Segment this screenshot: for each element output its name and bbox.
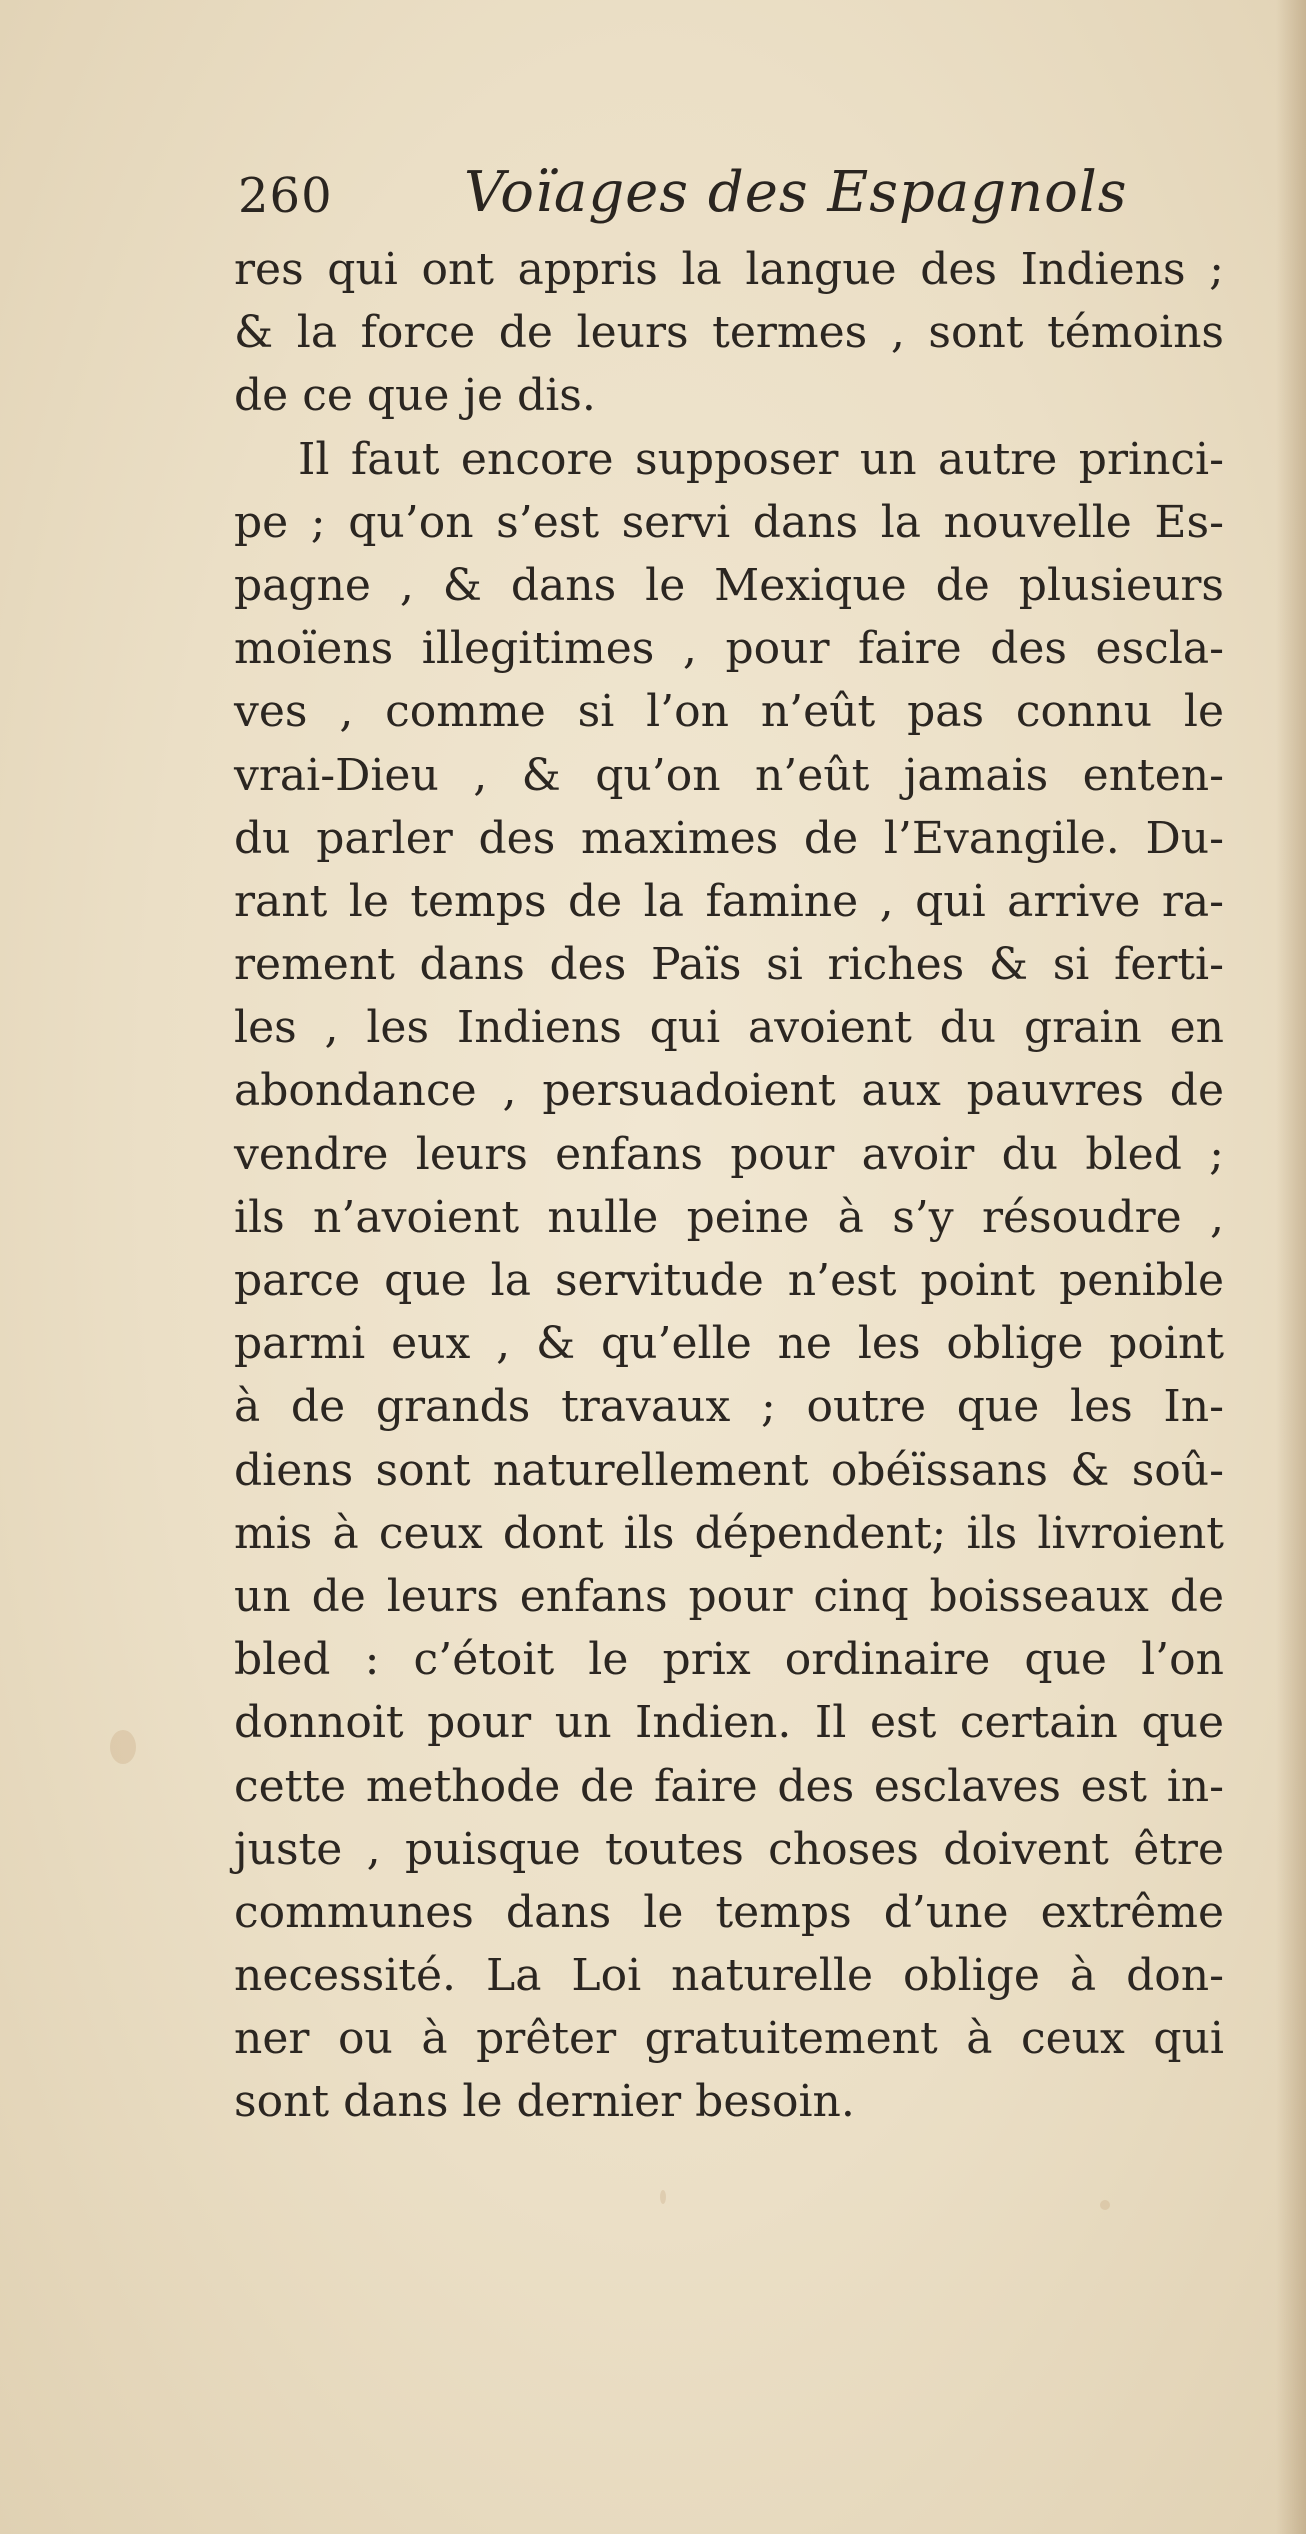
text-line: cette methode de faire des esclaves est in- bbox=[234, 1760, 1224, 1812]
text-line: ves , comme si l’on n’eût pas connu le bbox=[234, 686, 1224, 738]
paper-stain bbox=[110, 1730, 136, 1764]
page-number: 260 bbox=[238, 168, 333, 224]
paper-stain bbox=[1100, 2200, 1110, 2210]
page-edge-shadow bbox=[1276, 0, 1306, 2534]
text-line: abondance , persuadoient aux pauvres de bbox=[234, 1065, 1224, 1117]
text-line: pe ; qu’on s’est servi dans la nouvelle Es- bbox=[234, 496, 1224, 548]
text-line: sont dans le dernier besoin. bbox=[234, 2076, 855, 2128]
running-header bbox=[238, 160, 1218, 230]
text-line: un de leurs enfans pour cinq boisseaux de bbox=[234, 1570, 1224, 1622]
text-line: pagne , & dans le Mexique de plusieurs bbox=[234, 559, 1224, 611]
text-line: ils n’avoient nulle peine à s’y résoudre , bbox=[234, 1191, 1224, 1243]
text-line: les , les Indiens qui avoient du grain en bbox=[234, 1002, 1224, 1054]
text-line: parmi eux , & qu’elle ne les oblige point bbox=[234, 1318, 1224, 1370]
text-line: moïens illegitimes , pour faire des escla- bbox=[234, 623, 1224, 675]
body-text bbox=[234, 238, 1224, 2134]
text-line: vrai-Dieu , & qu’on n’eût jamais enten- bbox=[234, 749, 1224, 801]
text-line: juste , puisque toutes choses doivent être bbox=[234, 1823, 1224, 1875]
running-title: Voïages des Espagnols bbox=[464, 160, 1128, 225]
text-line: parce que la servitude n’est point penible bbox=[234, 1255, 1224, 1306]
text-line: de ce que je dis. bbox=[234, 370, 596, 422]
text-line: à de grands travaux ; outre que les In- bbox=[234, 1381, 1224, 1433]
text-line: necessité. La Loi naturelle oblige à don- bbox=[234, 1950, 1224, 2002]
text-line: diens sont naturellement obéïssans & soû- bbox=[234, 1444, 1224, 1496]
text-line: ner ou à prêter gratuitement à ceux qui bbox=[234, 2013, 1224, 2065]
paper-stain bbox=[660, 2190, 666, 2204]
text-line: rant le temps de la famine , qui arrive ra- bbox=[234, 875, 1224, 927]
text-line: res qui ont appris la langue des Indiens ; bbox=[234, 244, 1224, 295]
text-line: & la force de leurs termes , sont témoins bbox=[234, 307, 1224, 359]
text-line: Il faut encore supposer un autre princi- bbox=[298, 433, 1224, 485]
text-line: mis à ceux dont ils dépendent; ils livroient bbox=[234, 1507, 1224, 1559]
text-line: vendre leurs enfans pour avoir du bled ; bbox=[234, 1128, 1224, 1180]
text-line: du parler des maximes de l’Evangile. Du- bbox=[234, 812, 1224, 864]
text-line: rement dans des Païs si riches & si ferti- bbox=[234, 939, 1224, 991]
text-line: communes dans le temps d’une extrême bbox=[234, 1886, 1224, 1938]
text-line: donnoit pour un Indien. Il est certain que bbox=[234, 1697, 1224, 1749]
text-line: bled : c’étoit le prix ordinaire que l’on bbox=[234, 1634, 1224, 1686]
